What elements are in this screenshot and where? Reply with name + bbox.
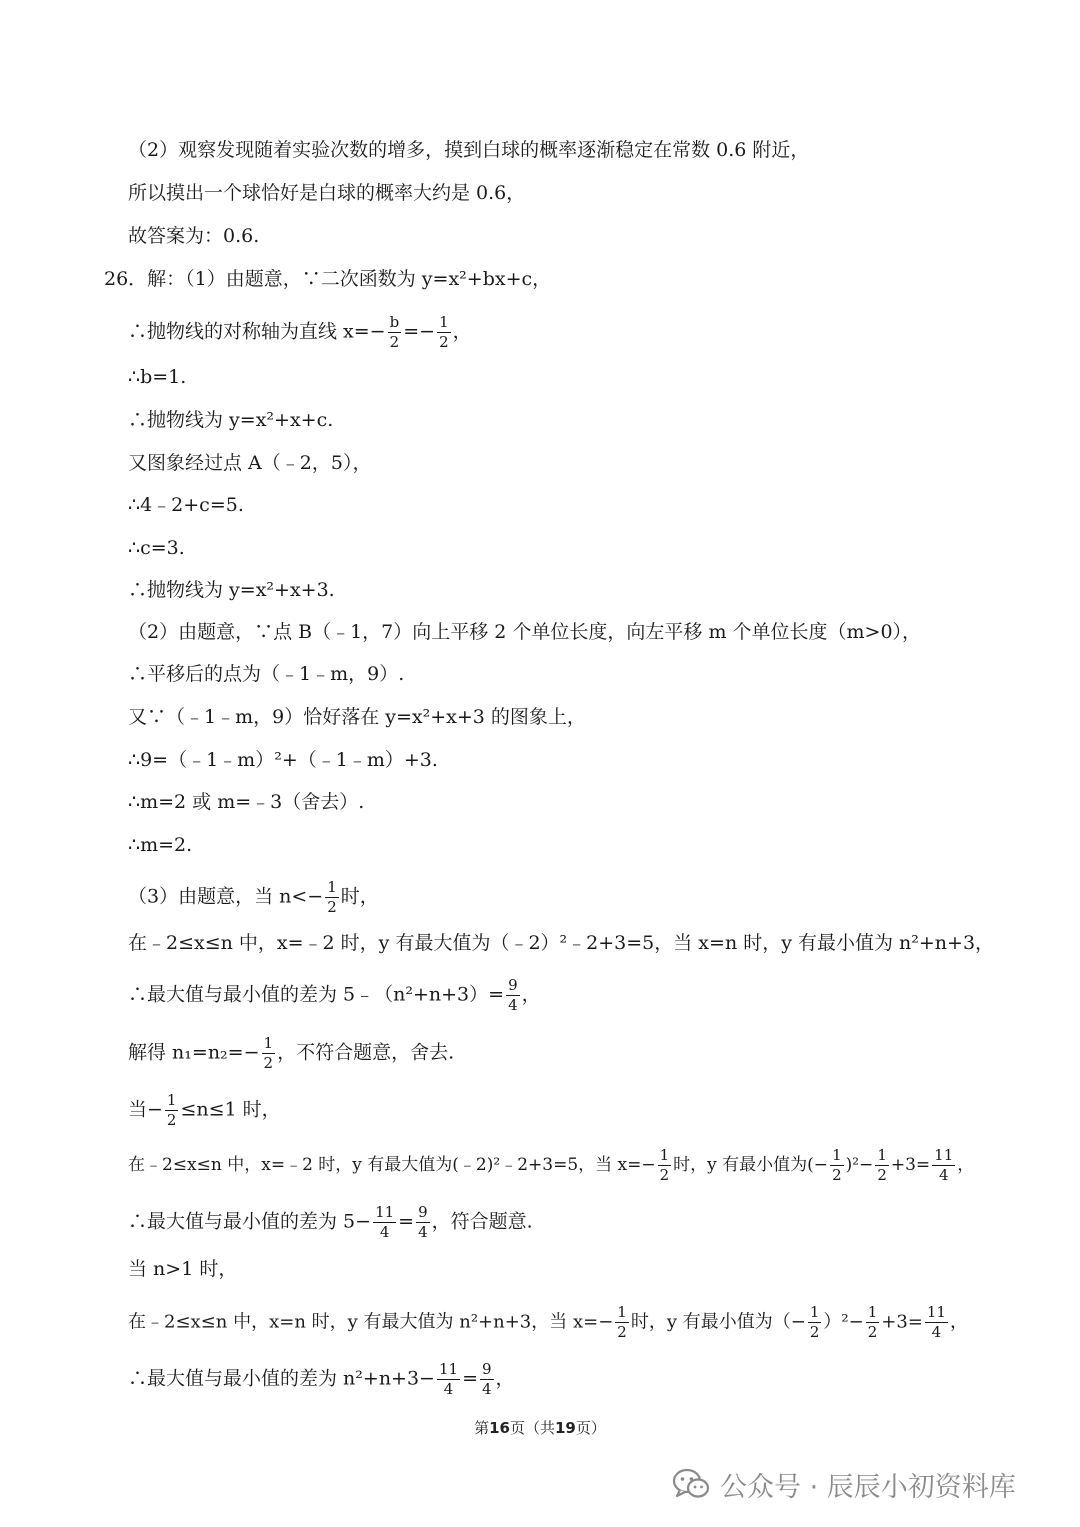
page-footer: 第16页（共19页） <box>474 1419 606 1437</box>
text-line-case2-detail: 在﹣2≤x≤n 中，x=﹣2 时，y 有最大值为(﹣2)²﹣2+3=5，当 x=− $\frac{1}{2}$ 时，y 有最小值为(− $\frac{1}{2}$ )²− $\frac{1}{2}$ +3= $\frac{11}{4}$ ， <box>128 1146 975 1184</box>
fraction-b-over-2: $\frac{b}{2}$ <box>389 313 400 351</box>
page-number: 16 <box>489 1419 510 1437</box>
text-line: 又∵（﹣1﹣m，9）恰好落在 y=x²+x+3 的图象上， <box>128 706 586 728</box>
fraction-9-over-4: $\frac{9}{4}$ <box>508 976 518 1014</box>
text-line: 故答案为：0.6. <box>128 225 260 247</box>
text-line-diff2: ∴最大值与最小值的差为 5− $\frac{11}{4}$ = $\frac{9}{4}$ ，符合题意. <box>128 1203 533 1241</box>
text-line: 在﹣2≤x≤n 中，x=﹣2 时，y 有最大值为（﹣2）²﹣2+3=5，当 x=n 时，y 有最小值为 n²+n+3， <box>128 932 995 954</box>
fraction-9-over-4: $\frac{9}{4}$ <box>418 1203 428 1241</box>
fraction-1-over-2: $\frac{1}{2}$ <box>809 1303 820 1341</box>
text-line: ∴抛物线为 y=x²+x+3. <box>128 579 335 601</box>
text-line: 当 n>1 时， <box>128 1258 238 1280</box>
text-line-case2: 当− $\frac{1}{2}$ ≤n≤1 时， <box>128 1091 281 1129</box>
text-line: ∴m=2. <box>128 834 193 856</box>
fraction-1-over-2: $\frac{1}{2}$ <box>166 1091 177 1129</box>
fraction-1-over-2: $\frac{1}{2}$ <box>617 1303 627 1341</box>
watermark-text: 公众号 · 辰辰小初资料库 <box>720 1471 1016 1503</box>
fraction-11-over-4: $\frac{11}{4}$ <box>438 1360 459 1398</box>
fraction-9-over-4: $\frac{9}{4}$ <box>482 1360 492 1398</box>
wechat-icon <box>672 1467 710 1501</box>
text-line-axis: ∴抛物线的对称轴为直线 x=− $\frac{b}{2}$ =− $\frac{1}{2}$ ， <box>128 313 472 351</box>
text-line: ∴m=2 或 m=﹣3（舍去）. <box>128 791 365 813</box>
problem-26-heading: 26．解：（1）由题意，∵二次函数为 y=x²+bx+c， <box>104 268 552 290</box>
fraction-1-over-2: $\frac{1}{2}$ <box>867 1303 878 1341</box>
text-line-solve: 解得 n₁=n₂=− $\frac{1}{2}$ ，不符合题意，舍去. <box>128 1034 455 1072</box>
fraction-1-over-2: $\frac{1}{2}$ <box>659 1146 670 1184</box>
text-line: ∴抛物线为 y=x²+x+c. <box>128 409 334 431</box>
text-line: ∴c=3. <box>128 537 185 559</box>
text-line: （2）观察发现随着实验次数的增多，摸到白球的概率逐渐稳定在常数 0.6 附近， <box>128 139 810 161</box>
text-line: ∴9=（﹣1﹣m）²+（﹣1﹣m）+3. <box>128 749 438 771</box>
fraction-11-over-4: $\frac{11}{4}$ <box>934 1146 954 1184</box>
fraction-1-over-2: $\frac{1}{2}$ <box>263 1034 274 1072</box>
text-line: 又图象经过点 A（﹣2，5）， <box>128 452 372 474</box>
text-line: ∴4﹣2+c=5. <box>128 494 244 516</box>
watermark <box>672 1462 1016 1506</box>
fraction-1-over-2: $\frac{1}{2}$ <box>327 878 337 916</box>
fraction-1-over-2: $\frac{1}{2}$ <box>877 1146 887 1184</box>
text-line-diff3: ∴最大值与最小值的差为 n²+n+3− $\frac{11}{4}$ = $\frac{9}{4}$ ， <box>128 1360 515 1398</box>
text-line: （2）由题意，∵点 B（﹣1，7）向上平移 2 个单位长度，向左平移 m 个单位长度（m>0）， <box>128 621 922 643</box>
fraction-1-over-2: $\frac{1}{2}$ <box>832 1146 842 1184</box>
text-line-case1: （3）由题意，当 n<− $\frac{1}{2}$ 时， <box>128 878 379 916</box>
fraction-1-over-2: $\frac{1}{2}$ <box>439 313 449 351</box>
text-line: ∴b=1. <box>128 366 187 388</box>
page-total: 19 <box>555 1419 576 1437</box>
fraction-11-over-4: $\frac{11}{4}$ <box>375 1203 395 1241</box>
text-line: 所以摸出一个球恰好是白球的概率大约是 0.6， <box>128 182 526 204</box>
text-line-case3-detail: 在﹣2≤x≤n 中，x=n 时，y 有最大值为 n²+n+3，当 x=− $\frac{1}{2}$ 时，y 有最小值为（− $\frac{1}{2}$ ）²− $\frac{1}{2}$ +3= $\frac{11}{4}$ ， <box>128 1303 968 1341</box>
text-line-diff1: ∴最大值与最小值的差为 5﹣（n²+n+3）= $\frac{9}{4}$ ， <box>128 976 541 1014</box>
fraction-11-over-4: $\frac{11}{4}$ <box>926 1303 946 1341</box>
text-line: ∴平移后的点为（﹣1﹣m，9）. <box>128 663 405 685</box>
